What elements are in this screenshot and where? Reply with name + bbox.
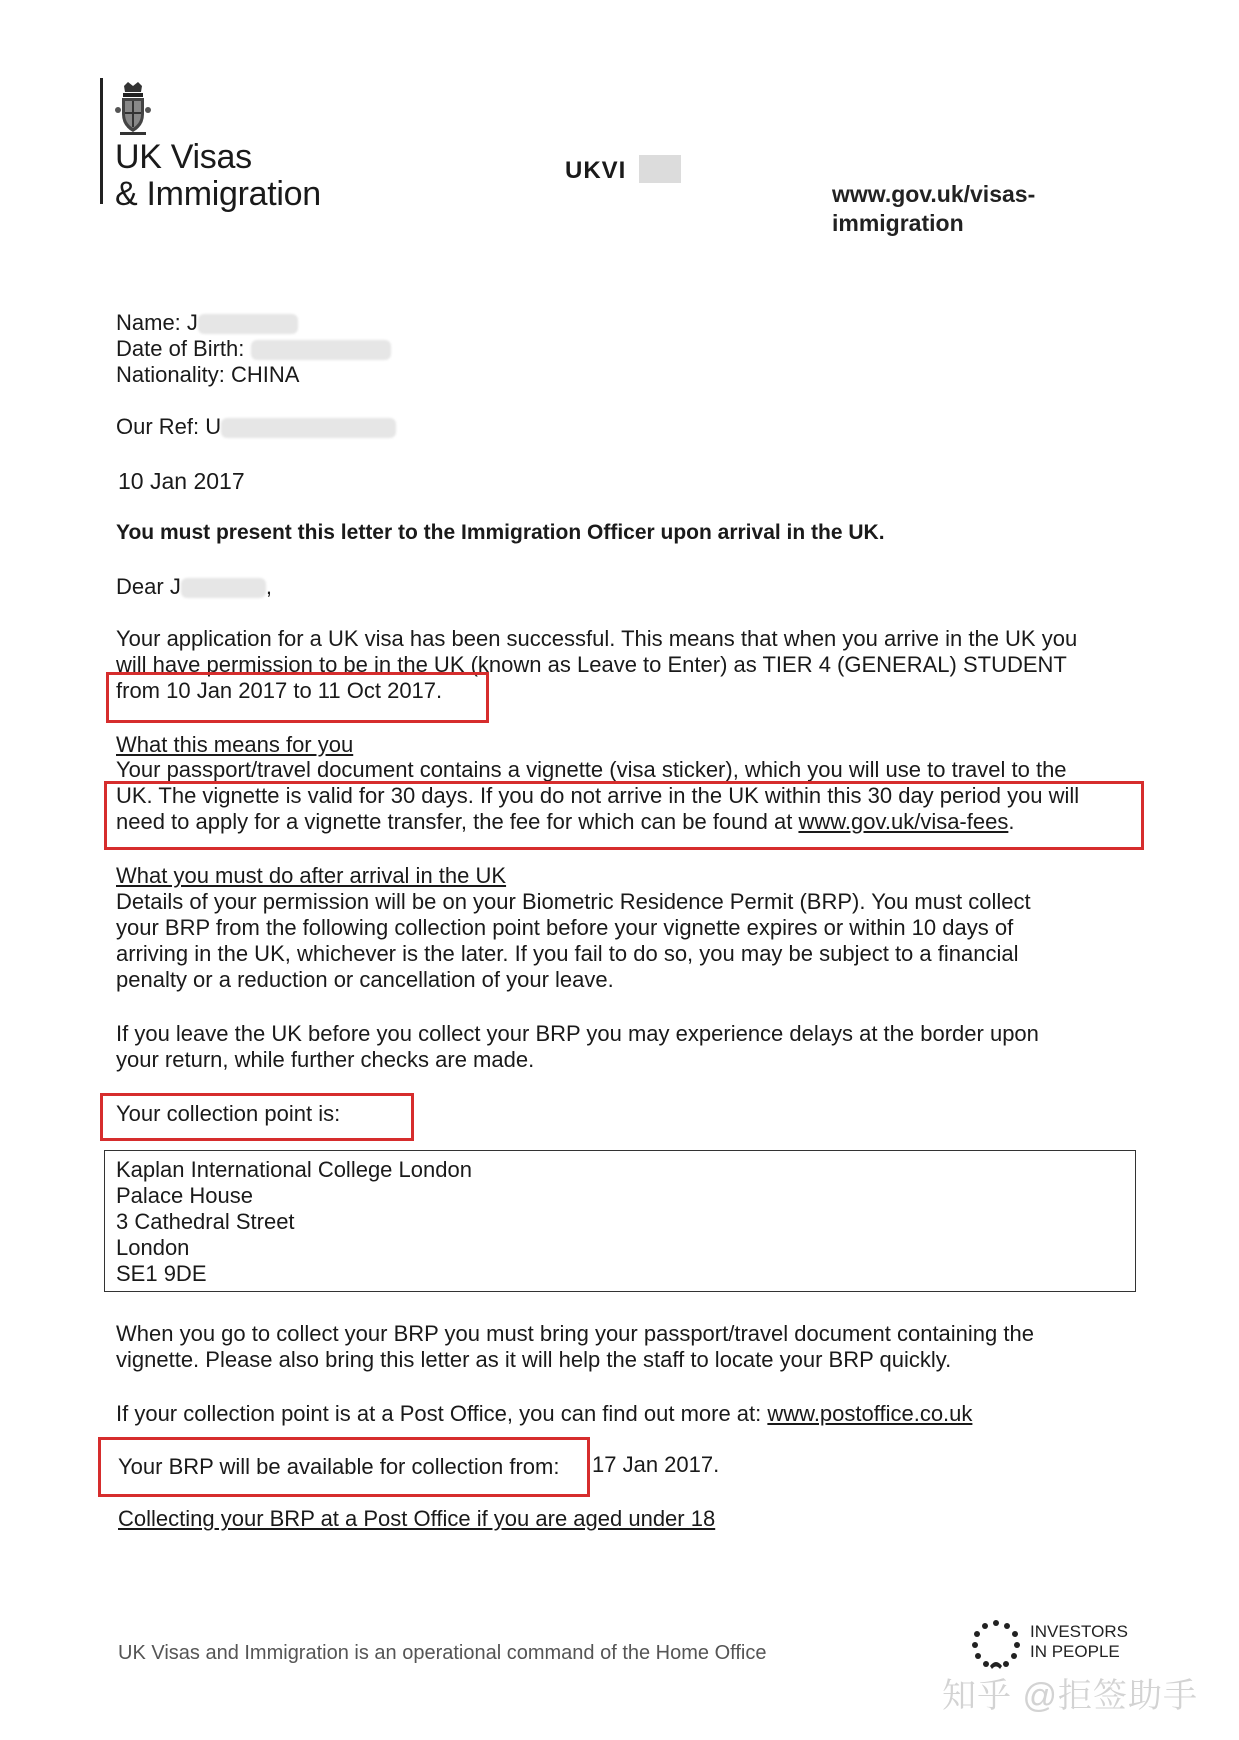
dob-row [116, 336, 391, 362]
ref-label: Our Ref: [116, 414, 200, 439]
p4-line1: If you leave the UK before you collect your BRP you may experience delays at the border upon [116, 1021, 1039, 1046]
collection-point-label: Your collection point is: [116, 1101, 341, 1126]
website-address [832, 180, 1092, 238]
highlight-validity-dates [106, 672, 489, 723]
highlight-brp-available [98, 1437, 590, 1497]
p2-line1: Your passport/travel document contains a vignette (visa sticker), which you will use to travel to the [116, 757, 1067, 782]
p4-line2: your return, while further checks are made. [116, 1047, 535, 1072]
investors-in-people-logo-icon [970, 1618, 1022, 1670]
salutation-initial: J [169, 574, 181, 599]
address-line-1: Kaplan International College London [116, 1157, 472, 1182]
post-office-text: If your collection point is at a Post Office, you can find out more at: [116, 1401, 768, 1426]
salutation: Dear [116, 574, 164, 599]
name-value: J [186, 310, 198, 335]
p5-line1: When you go to collect your BRP you must bring your passport/travel document containing the [116, 1321, 1034, 1346]
royal-crest-icon [114, 80, 152, 136]
p2-line3-end: . [1008, 809, 1015, 834]
address-line-2: Palace House [116, 1183, 253, 1208]
section-heading-what-this-means: What this means for you [116, 732, 354, 757]
redacted-office-code [639, 155, 681, 183]
post-office-link[interactable]: www.postoffice.co.uk [767, 1401, 973, 1426]
address-line-4: London [116, 1235, 190, 1260]
p1-line3: from 10 Jan 2017 to 11 Oct 2017. [116, 678, 443, 703]
brp-available-date: 17 Jan 2017. [592, 1452, 720, 1477]
brand-name-line1: UK Visas [115, 138, 252, 176]
redacted-dob [251, 340, 391, 360]
brand-name-line2: & Immigration [115, 175, 321, 213]
letter-date: 10 Jan 2017 [118, 468, 245, 494]
ref-value: U [205, 414, 222, 439]
nationality-row [116, 362, 299, 388]
iip-line2: IN PEOPLE [1030, 1642, 1120, 1661]
office-code: UKVI [565, 157, 627, 184]
brand-divider [100, 78, 103, 204]
name-label: Name: [116, 310, 181, 335]
website-line2: immigration [832, 210, 964, 236]
arrival-notice: You must present this letter to the Immigration Officer upon arrival in the UK. [116, 521, 885, 544]
p5-line2: vignette. Please also bring this letter as it will help the staff to locate your BRP quickly. [116, 1347, 952, 1372]
ref-row [116, 414, 396, 440]
p3-line3: arriving in the UK, whichever is the later. If you fail to do so, you may be subject to a financial [116, 941, 1019, 966]
post-office-row [116, 1401, 972, 1427]
nationality-value: CHINA [230, 362, 300, 387]
zhihu-watermark: 知乎 @拒签助手 [942, 1677, 1198, 1715]
iip-line1: INVESTORS [1030, 1622, 1128, 1641]
website-line1: www.gov.uk/visas- [832, 181, 1036, 207]
p2-line2: UK. The vignette is valid for 30 days. If you do not arrive in the UK within this 30 day period you will [116, 783, 1080, 808]
p3-line2: your BRP from the following collection point before your vignette expires or within 10 days of [116, 915, 1014, 940]
brp-available-label: Your BRP will be available for collection from: [118, 1454, 560, 1479]
redacted-salutation-name [181, 578, 266, 598]
visa-fees-link[interactable]: www.gov.uk/visa-fees [798, 809, 1009, 834]
dob-label: Date of Birth: [116, 336, 245, 361]
under-18-post-office-link[interactable]: Collecting your BRP at a Post Office if you are aged under 18 [118, 1506, 716, 1531]
nationality-label: Nationality: [116, 362, 225, 387]
p3-line4: penalty or a reduction or cancellation of your leave. [116, 967, 614, 992]
section-heading-after-arrival: What you must do after arrival in the UK [116, 863, 507, 888]
p1-line1: Your application for a UK visa has been successful. This means that when you arrive in the UK you [116, 626, 1078, 651]
address-line-3: 3 Cathedral Street [116, 1209, 295, 1234]
highlight-vignette-validity [104, 781, 1144, 850]
highlight-collection-label [100, 1093, 414, 1141]
redacted-name [198, 314, 298, 334]
p1-line2: will have permission to be in the UK (known as Leave to Enter) as TIER 4 (GENERAL) STUDENT [116, 652, 1067, 677]
salutation-comma: , [265, 574, 272, 599]
redacted-ref [221, 418, 396, 438]
address-line-5: SE1 9DE [116, 1261, 207, 1286]
footer-text: UK Visas and Immigration is an operational command of the Home Office [118, 1642, 767, 1664]
name-row [116, 310, 298, 336]
p3-line1: Details of your permission will be on your Biometric Residence Permit (BRP). You must collect [116, 889, 1031, 914]
salutation-row [116, 574, 272, 600]
investors-in-people-text [1030, 1622, 1128, 1662]
p2-line3-text: need to apply for a vignette transfer, the fee for which can be found at [116, 809, 799, 834]
